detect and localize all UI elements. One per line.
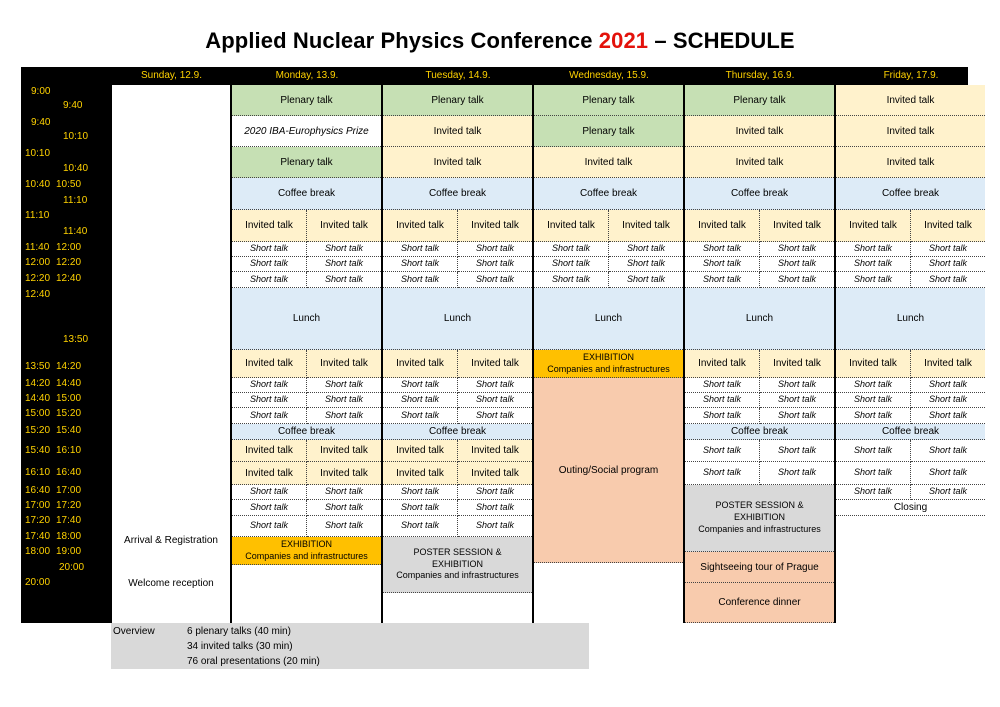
time-label: 10:40	[25, 179, 51, 190]
short-talk[interactable]: Short talk	[383, 500, 458, 516]
invited-talk[interactable]: Invited talk	[836, 350, 911, 378]
time-label: 13:50	[63, 334, 89, 345]
short-talk[interactable]: Short talk	[911, 242, 985, 257]
short-talk[interactable]: Short talk	[534, 272, 609, 288]
invited-talk[interactable]: Invited talk	[383, 350, 458, 378]
lunch[interactable]: Lunch	[232, 288, 381, 350]
day-column	[534, 85, 683, 623]
short-talk[interactable]: Short talk	[685, 440, 760, 462]
short-talk[interactable]: Short talk	[685, 272, 760, 288]
invited-talk[interactable]: Invited talk	[232, 350, 307, 378]
time-label: 17:20	[25, 515, 51, 526]
short-talk[interactable]: Short talk	[534, 242, 609, 257]
short-talk[interactable]: Short talk	[685, 408, 760, 424]
short-talk[interactable]: Short talk	[836, 440, 911, 462]
short-talk[interactable]: Short talk	[458, 378, 532, 393]
overview-box	[111, 623, 589, 669]
time-label: 17:40	[25, 531, 51, 542]
invited-talk[interactable]: Invited talk	[836, 210, 911, 242]
short-talk[interactable]: Short talk	[383, 408, 458, 424]
short-talk[interactable]: Short talk	[760, 462, 834, 485]
conference-dinner[interactable]: Conference dinner	[685, 583, 834, 623]
time-label: 20:00	[25, 577, 51, 588]
invited-talk[interactable]: Invited talk	[458, 350, 532, 378]
lunch[interactable]: Lunch	[383, 288, 532, 350]
short-talk[interactable]: Short talk	[232, 485, 307, 500]
time-label: 16:10	[25, 467, 51, 478]
time-label: 16:40	[56, 467, 82, 478]
day-header: Monday, 13.9.	[275, 70, 339, 81]
plenary-talk[interactable]: Plenary talk	[534, 85, 683, 116]
coffee-break[interactable]: Coffee break	[685, 178, 834, 210]
invited-talk[interactable]: Invited talk	[911, 210, 985, 242]
lunch[interactable]: Lunch	[534, 288, 683, 350]
short-talk[interactable]: Short talk	[307, 242, 381, 257]
overview-line: 6 plenary talks (40 min)	[187, 626, 291, 637]
poster-session[interactable]	[685, 485, 834, 552]
time-label: 17:40	[56, 515, 82, 526]
time-label: 15:40	[25, 445, 51, 456]
short-talk[interactable]: Short talk	[685, 378, 760, 393]
time-label: 19:00	[56, 546, 82, 557]
short-talk[interactable]: Short talk	[685, 242, 760, 257]
invited-talk[interactable]: Invited talk	[307, 210, 381, 242]
short-talk[interactable]: Short talk	[232, 393, 307, 408]
time-label: 12:20	[56, 257, 82, 268]
time-label: 14:40	[25, 393, 51, 404]
poster-session-line: EXHIBITION	[733, 512, 785, 523]
short-talk[interactable]: Short talk	[232, 408, 307, 424]
time-label: 17:20	[56, 500, 82, 511]
time-label: 11:10	[25, 210, 50, 221]
poster-session-line: Companies and infrastructures	[698, 523, 821, 534]
time-label: 15:20	[25, 425, 51, 436]
short-talk[interactable]: Short talk	[911, 462, 985, 485]
invited-talk[interactable]: Invited talk	[232, 462, 307, 485]
short-talk[interactable]: Short talk	[760, 393, 834, 408]
time-label: 11:40	[25, 242, 50, 253]
exhibition-block-title: EXHIBITION	[280, 538, 332, 549]
short-talk[interactable]: Short talk	[383, 272, 458, 288]
poster-session-line: POSTER SESSION &	[715, 500, 804, 511]
short-talk[interactable]: Short talk	[307, 393, 381, 408]
short-talk[interactable]: Short talk	[383, 257, 458, 272]
invited-talk[interactable]: Invited talk	[685, 116, 834, 147]
day-header: Sunday, 12.9.	[141, 70, 202, 81]
invited-talk[interactable]: Invited talk	[383, 116, 532, 147]
short-talk[interactable]: Short talk	[685, 257, 760, 272]
day-column	[112, 85, 230, 623]
short-talk[interactable]: Short talk	[383, 516, 458, 537]
coffee-break[interactable]: Coffee break	[534, 178, 683, 210]
invited-talk[interactable]: Invited talk	[760, 350, 834, 378]
title-suffix: – SCHEDULE	[648, 28, 795, 53]
lunch[interactable]: Lunch	[685, 288, 834, 350]
invited-talk[interactable]: Invited talk	[609, 210, 683, 242]
invited-talk[interactable]: Invited talk	[685, 350, 760, 378]
time-label: 15:00	[56, 393, 82, 404]
time-label: 11:40	[63, 226, 88, 237]
coffee-break[interactable]: Coffee break	[836, 424, 985, 440]
short-talk[interactable]: Short talk	[836, 485, 911, 500]
day-column	[383, 85, 532, 623]
short-talk[interactable]: Short talk	[383, 242, 458, 257]
time-label: 16:40	[25, 485, 51, 496]
invited-talk[interactable]: Invited talk	[458, 210, 532, 242]
exhibition-block-title: EXHIBITION	[582, 351, 634, 362]
invited-talk[interactable]: Invited talk	[307, 440, 381, 462]
time-label: 15:00	[25, 408, 51, 419]
time-label: 9:40	[31, 117, 51, 128]
short-talk[interactable]: Short talk	[911, 440, 985, 462]
exhibition-block[interactable]	[232, 537, 381, 565]
plenary-talk[interactable]: Plenary talk	[232, 85, 381, 116]
short-talk[interactable]: Short talk	[609, 242, 683, 257]
exhibition-block-subtitle: Companies and infrastructures	[245, 550, 368, 561]
short-talk[interactable]: Short talk	[307, 272, 381, 288]
time-label: 12:00	[56, 242, 82, 253]
short-talk[interactable]: Short talk	[383, 378, 458, 393]
short-talk[interactable]: Short talk	[458, 393, 532, 408]
time-label: 10:10	[25, 148, 51, 159]
lunch[interactable]: Lunch	[836, 288, 985, 350]
short-talk[interactable]: Short talk	[307, 408, 381, 424]
invited-talk[interactable]: Invited talk	[911, 350, 985, 378]
prize-talk[interactable]: 2020 IBA-Europhysics Prize	[232, 116, 381, 147]
overview-line: 34 invited talks (30 min)	[187, 641, 293, 652]
short-talk[interactable]: Short talk	[458, 516, 532, 537]
plenary-talk[interactable]: Plenary talk	[232, 147, 381, 178]
short-talk[interactable]: Short talk	[307, 257, 381, 272]
time-label: 17:00	[56, 485, 82, 496]
coffee-break[interactable]: Coffee break	[836, 178, 985, 210]
short-talk[interactable]: Short talk	[836, 393, 911, 408]
short-talk[interactable]: Short talk	[836, 378, 911, 393]
invited-talk[interactable]: Invited talk	[383, 147, 532, 178]
short-talk[interactable]: Short talk	[307, 378, 381, 393]
short-talk[interactable]: Short talk	[232, 378, 307, 393]
short-talk[interactable]: Short talk	[836, 257, 911, 272]
short-talk[interactable]: Short talk	[458, 408, 532, 424]
short-talk[interactable]: Short talk	[232, 257, 307, 272]
time-label: 15:20	[56, 408, 82, 419]
short-talk[interactable]: Short talk	[232, 242, 307, 257]
day-column	[232, 85, 381, 623]
invited-talk[interactable]: Invited talk	[383, 440, 458, 462]
short-talk[interactable]: Short talk	[534, 257, 609, 272]
short-talk[interactable]: Short talk	[911, 257, 985, 272]
exhibition-block-subtitle: Companies and infrastructures	[547, 363, 670, 374]
short-talk[interactable]: Short talk	[458, 272, 532, 288]
title-year: 2021	[598, 28, 649, 53]
coffee-break[interactable]: Coffee break	[383, 424, 532, 440]
poster-session-line: EXHIBITION	[431, 558, 483, 569]
invited-talk[interactable]: Invited talk	[307, 462, 381, 485]
time-label: 9:40	[63, 100, 83, 111]
invited-talk[interactable]: Invited talk	[534, 210, 609, 242]
short-talk[interactable]: Short talk	[760, 257, 834, 272]
time-label: 10:10	[63, 131, 89, 142]
short-talk[interactable]: Short talk	[307, 485, 381, 500]
short-talk[interactable]: Short talk	[836, 408, 911, 424]
day-header: Thursday, 16.9.	[725, 70, 795, 81]
invited-talk[interactable]: Invited talk	[383, 210, 458, 242]
time-label: 10:50	[56, 179, 82, 190]
time-label: 13:50	[25, 361, 51, 372]
time-label: 12:00	[25, 257, 51, 268]
short-talk[interactable]: Short talk	[232, 516, 307, 537]
time-label: 12:20	[25, 273, 51, 284]
short-talk[interactable]: Short talk	[458, 257, 532, 272]
time-label: 18:00	[56, 531, 82, 542]
invited-talk[interactable]: Invited talk	[836, 147, 985, 178]
sightseeing-tour[interactable]: Sightseeing tour of Prague	[685, 552, 834, 583]
closing[interactable]: Closing	[836, 500, 985, 516]
exhibition-block[interactable]	[534, 350, 683, 378]
time-label: 14:40	[56, 378, 82, 389]
overview-label: Overview	[113, 626, 155, 637]
short-talk[interactable]: Short talk	[760, 408, 834, 424]
poster-session[interactable]	[383, 537, 532, 593]
short-talk[interactable]: Short talk	[383, 393, 458, 408]
short-talk[interactable]: Short talk	[836, 462, 911, 485]
time-label: 9:00	[31, 86, 51, 97]
poster-session-line: POSTER SESSION &	[413, 546, 502, 557]
schedule-table	[21, 67, 972, 623]
day-header: Tuesday, 14.9.	[425, 70, 491, 81]
time-label: 15:40	[56, 425, 82, 436]
coffee-break[interactable]: Coffee break	[232, 178, 381, 210]
short-talk[interactable]: Short talk	[685, 393, 760, 408]
welcome-reception: Welcome reception	[128, 577, 214, 589]
invited-talk[interactable]: Invited talk	[232, 440, 307, 462]
title-main: Applied Nuclear Physics Conference	[205, 28, 599, 53]
short-talk[interactable]: Short talk	[911, 393, 985, 408]
time-label: 14:20	[56, 361, 82, 372]
overview-line: 76 oral presentations (20 min)	[187, 656, 320, 667]
outing-social[interactable]: Outing/Social program	[534, 378, 683, 563]
time-label: 20:00	[59, 562, 85, 573]
page-title	[0, 28, 1000, 54]
short-talk[interactable]: Short talk	[458, 485, 532, 500]
short-talk[interactable]: Short talk	[760, 272, 834, 288]
invited-talk[interactable]: Invited talk	[458, 462, 532, 485]
short-talk[interactable]: Short talk	[760, 440, 834, 462]
short-talk[interactable]: Short talk	[911, 485, 985, 500]
time-label: 12:40	[25, 289, 51, 300]
invited-talk[interactable]: Invited talk	[307, 350, 381, 378]
plenary-talk[interactable]: Plenary talk	[383, 85, 532, 116]
day-header: Friday, 17.9.	[883, 70, 939, 81]
day-header: Wednesday, 15.9.	[569, 70, 649, 81]
invited-talk[interactable]: Invited talk	[836, 116, 985, 147]
invited-talk[interactable]: Invited talk	[534, 147, 683, 178]
time-label: 16:10	[56, 445, 82, 456]
short-talk[interactable]: Short talk	[685, 462, 760, 485]
arrival-registration: Arrival & Registration	[124, 534, 218, 546]
invited-talk[interactable]: Invited talk	[685, 147, 834, 178]
short-talk[interactable]: Short talk	[609, 257, 683, 272]
coffee-break[interactable]: Coffee break	[685, 424, 834, 440]
short-talk[interactable]: Short talk	[911, 272, 985, 288]
short-talk[interactable]: Short talk	[307, 516, 381, 537]
poster-session-line: Companies and infrastructures	[396, 570, 519, 581]
short-talk[interactable]: Short talk	[458, 500, 532, 516]
schedule-grid	[42, 67, 972, 623]
short-talk[interactable]: Short talk	[911, 378, 985, 393]
day-column	[836, 85, 985, 623]
time-label: 17:00	[25, 500, 51, 511]
invited-talk[interactable]: Invited talk	[458, 440, 532, 462]
short-talk[interactable]: Short talk	[458, 242, 532, 257]
short-talk[interactable]: Short talk	[609, 272, 683, 288]
time-label: 10:40	[63, 163, 89, 174]
short-talk[interactable]: Short talk	[760, 242, 834, 257]
time-label: 18:00	[25, 546, 51, 557]
short-talk[interactable]: Short talk	[911, 408, 985, 424]
invited-talk[interactable]: Invited talk	[383, 462, 458, 485]
short-talk[interactable]: Short talk	[307, 500, 381, 516]
invited-talk[interactable]: Invited talk	[836, 85, 985, 116]
short-talk[interactable]: Short talk	[836, 242, 911, 257]
plenary-talk[interactable]: Plenary talk	[685, 85, 834, 116]
plenary-talk[interactable]: Plenary talk	[534, 116, 683, 147]
invited-talk[interactable]: Invited talk	[232, 210, 307, 242]
coffee-break[interactable]: Coffee break	[383, 178, 532, 210]
time-label: 14:20	[25, 378, 51, 389]
short-talk[interactable]: Short talk	[232, 272, 307, 288]
short-talk[interactable]: Short talk	[383, 485, 458, 500]
short-talk[interactable]: Short talk	[836, 272, 911, 288]
invited-talk[interactable]: Invited talk	[760, 210, 834, 242]
time-label: 12:40	[56, 273, 82, 284]
short-talk[interactable]: Short talk	[232, 500, 307, 516]
time-label: 11:10	[63, 195, 88, 206]
day-column	[685, 85, 834, 623]
invited-talk[interactable]: Invited talk	[685, 210, 760, 242]
short-talk[interactable]: Short talk	[760, 378, 834, 393]
coffee-break[interactable]: Coffee break	[232, 424, 381, 440]
